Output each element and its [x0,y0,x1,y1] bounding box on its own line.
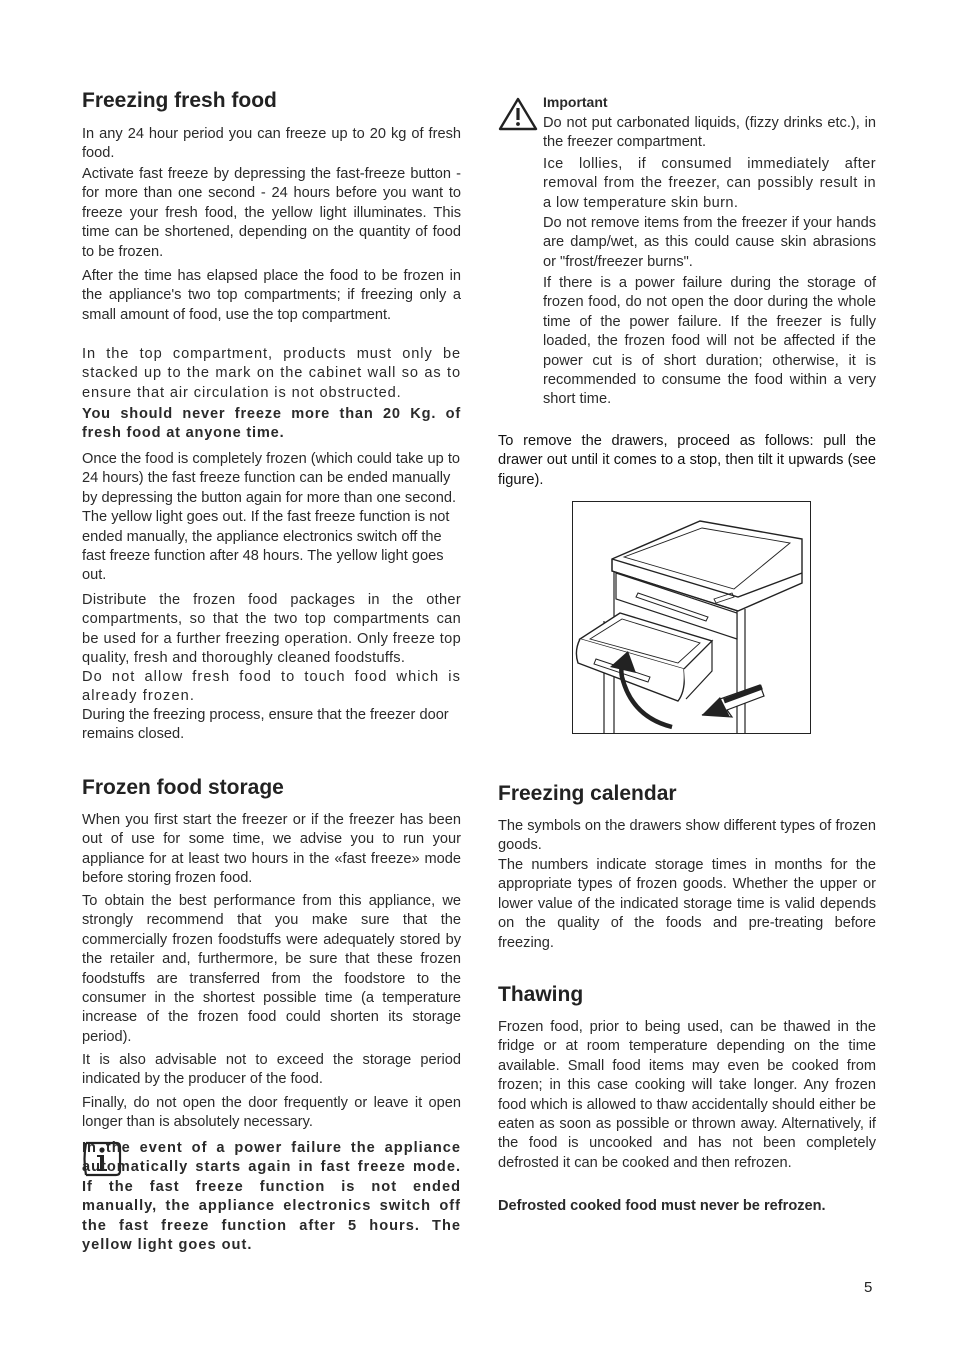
paragraph: Do not allow fresh food to touch food which is already frozen. [82,669,461,705]
warning-triangle-icon [498,96,538,132]
heading-thawing: Thawing [498,983,584,1006]
paragraph: After the time has elapsed place the food to be frozen in the appliance's two top compartments; if freezing only a small amount of food, use the top compartment. [82,268,461,323]
paragraph: In the top compartment, products must only be stacked up to the mark on the cabinet wall so as to ensure that air circulation is not obstructed. [82,346,461,401]
bold-paragraph: Defrosted cooked food must never be refrozen. [498,1198,826,1214]
bold-paragraph: You should never freeze more than 20 Kg. of fresh food at anyone time. [82,406,461,442]
drawers-instruction: To remove the drawers, proceed as follows: pull the drawer out until it comes to a stop, then tilt it upwards (see figure). [498,433,876,488]
heading-freezing-fresh-food: Freezing fresh food [82,89,277,112]
paragraph: During the freezing process, ensure that the freezer door remains closed. [82,707,449,743]
info-note-bold: In the event of a power failure the appliance automatically starts again in fast freeze mode. If the fast freeze function is not ended manually, the appliance electronics switch off the fast freeze function after 5 hours. The yellow light goes out. [82,1140,461,1254]
paragraph: Activate fast freeze by depressing the fast-freeze button - for more than one second - 24 hours before you want to freeze your fresh food, the yellow light illuminates. This time can be shortened, depending on the quantity of food to be frozen. [82,166,461,260]
paragraph: The numbers indicate storage times in months for the appropriate types of frozen goods. Whether the upper or lower value of the indicated storage time is valid depends on the quality of the foods and pre-treating before freezing. [498,857,876,951]
paragraph: To obtain the best performance from this appliance, we strongly recommend that you make sure that the commercially frozen foodstuffs were adequately stored by the retailer and, furthermore, be sure that these frozen foodstuffs are transferred from the foodstore to the consumer in the shortest possible time (a temperature increase of the frozen food could shorten its storage period). [82,893,461,1045]
paragraph: Once the food is completely frozen (which could take up to 24 hours) the fast freeze function can be ended manually by depressing the button again for more than one second. The yellow light goes out. If the fast freeze function is not ended manually, the appliance electronics switch off the fast freeze function after 48 hours. The yellow light goes out. [82,451,461,584]
paragraph: It is also advisable not to exceed the storage period indicated by the producer of the food. [82,1052,461,1088]
heading-freezing-calendar: Freezing calendar [498,782,677,805]
page-number: 5 [864,1279,873,1296]
important-title: Important [543,94,608,110]
paragraph: In any 24 hour period you can freeze up to 20 kg of fresh food. [82,126,461,162]
drawer-removal-figure [572,501,811,734]
paragraph: The symbols on the drawers show different types of frozen goods. [498,818,876,854]
paragraph: When you first start the freezer or if the freezer has been out of use for some time, we advise you to run your appliance for at least two hours in the «fast freeze» mode before storing frozen food. [82,812,461,887]
paragraph: Ice lollies, if consumed immediately after removal from the freezer, can possibly result in a low temperature skin burn. [543,156,876,211]
paragraph: Finally, do not open the door frequently or leave it open longer than is absolutely necessary. [82,1095,461,1131]
paragraph: If there is a power failure during the storage of frozen food, do not open the door during the whole time of the power failure. If the freezer is fully loaded, the frozen food will not be affected if the power cut is of short duration; otherwise, it is recommended to consume the food within a very short time. [543,275,876,408]
paragraph: Do not put carbonated liquids, (fizzy drinks etc.), in the freezer compartment. [543,115,876,151]
paragraph: Frozen food, prior to being used, can be thawed in the fridge or at room temperature depending on the time available. Small food items may even be cooked from frozen; in this case cooking will take longer. Any frozen food which is allowed to thaw accidentally should either be eaten as soon as possible or thrown away. Alternatively, if the food is uncooked and has not been completely defrosted it can be cooked and then refrozen. [498,1019,876,1171]
heading-frozen-food-storage: Frozen food storage [82,776,284,799]
paragraph: Distribute the frozen food packages in the other compartments, so that the two top compartments can be used for a further freezing operation. Only freeze top quality, fresh and thoroughly cleaned foodstuffs. [82,592,461,667]
drawer-illustration [572,501,811,734]
paragraph: Do not remove items from the freezer if your hands are damp/wet, as this could cause skin abrasions or "frost/freezer burns". [543,215,876,270]
